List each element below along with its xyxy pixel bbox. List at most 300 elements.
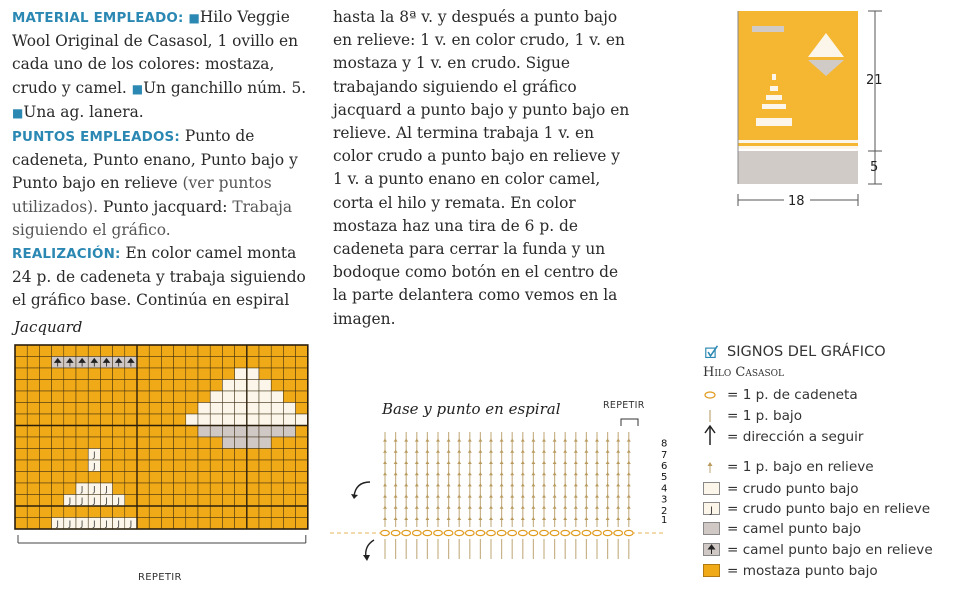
relief-stitch-mark: [510, 495, 514, 498]
relief-stitch-mark: [383, 506, 387, 509]
chain-stitch-mark: [550, 530, 559, 535]
jacquard-cell: [100, 368, 112, 380]
jacquard-cell: [283, 357, 295, 369]
jacquard-cell: [39, 368, 51, 380]
relief-stitch-mark: [404, 461, 408, 464]
jacquard-cell: [15, 380, 27, 392]
jacquard-cell: [113, 449, 125, 461]
jacquard-cell: [27, 449, 39, 461]
puntos-text: Punto de cadeneta, Punto enano, Punto bajo y Punto bajo en relieve: [12, 127, 298, 193]
jacquard-cell: [125, 380, 137, 392]
jacquard-cell: [186, 357, 198, 369]
jacquard-cell: [149, 357, 161, 369]
jacquard-cell: [174, 380, 186, 392]
jacquard-cell: [174, 357, 186, 369]
jacquard-cell: [198, 414, 210, 426]
relief-stitch-mark: [627, 472, 631, 475]
base-chart-title: Base y punto en espiral: [382, 400, 561, 418]
chain-stitch-mark: [572, 530, 581, 535]
relief-stitch-mark: [521, 461, 525, 464]
jacquard-cell: [259, 506, 271, 518]
jacquard-cell: [125, 426, 137, 438]
chain-stitch-mark: [603, 530, 612, 535]
chain-stitch-mark: [593, 530, 602, 535]
jacquard-cell: [27, 357, 39, 369]
relief-stitch-mark: [521, 472, 525, 475]
relief-stitch-mark: [595, 461, 599, 464]
relief-stitch-mark: [553, 450, 557, 453]
jacquard-cell: [100, 391, 112, 403]
jacquard-cell: [271, 345, 283, 357]
jacquard-cell: [186, 518, 198, 530]
relief-stitch-mark: [436, 461, 440, 464]
relief-stitch-mark: [606, 450, 610, 453]
jacquard-cell: [137, 449, 149, 461]
chain-stitch-mark: [508, 530, 517, 535]
instructions-continued-text: hasta la 8ª v. y después a punto bajo en relieve: 1 v. en color crudo, 1 v. en mostaza y 1 v. en crudo. Sigue trabajando siguiendo el gráfico jacquard a punto bajo y punto bajo en relieve. Al termina trabaja 1 v. en color crudo a punto bajo en relieve y 1 v. a punto enano en color camel, corta el hilo y remata. En color mostaza haz una tira de 6 p. de cadeneta para cerrar la funda y un bodoque como botón en el centro de la parte delantera como vemos en la imagen.: [333, 8, 630, 328]
jacquard-cell: [222, 460, 234, 472]
jacquard-cell: [149, 380, 161, 392]
relief-stitch-mark: [574, 495, 578, 498]
relief-symbol: J: [93, 462, 96, 471]
jacquard-cell: [125, 437, 137, 449]
jacquard-cell: [39, 414, 51, 426]
relief-stitch-mark: [447, 439, 451, 442]
jacquard-cell: [100, 437, 112, 449]
relief-stitch-mark: [553, 495, 557, 498]
relief-stitch-mark: [478, 461, 482, 464]
jacquard-cell: [198, 472, 210, 484]
jacquard-cell: [259, 414, 271, 426]
relief-stitch-mark: [531, 461, 535, 464]
jacquard-cell: [125, 483, 137, 495]
chain-stitch-mark: [434, 530, 443, 535]
relief-symbol: J: [105, 496, 108, 506]
jacquard-cell: [125, 460, 137, 472]
jacquard-cell: [161, 368, 173, 380]
relief-stitch-mark: [616, 517, 620, 520]
relief-stitch-mark: [563, 495, 567, 498]
relief-stitch-mark: [436, 483, 440, 486]
cream-relief-square-icon: [703, 502, 721, 516]
jacquard-cell: [149, 368, 161, 380]
relief-stitch-mark: [394, 461, 398, 464]
jacquard-cell: [296, 472, 308, 484]
relief-stitch-mark: [478, 450, 482, 453]
jacquard-cell: [161, 472, 173, 484]
relief-stitch-mark: [489, 483, 493, 486]
jacquard-cell: [100, 449, 112, 461]
relief-stitch-mark: [383, 495, 387, 498]
relief-stitch-mark: [606, 506, 610, 509]
jacquard-title: Jacquard: [14, 318, 83, 336]
jacquard-cell: [137, 483, 149, 495]
jacquard-cell: [186, 437, 198, 449]
relief-stitch-mark: [563, 472, 567, 475]
jacquard-cell: [137, 380, 149, 392]
legend-item-label: = camel punto bajo: [727, 521, 862, 537]
legend-title-row: [703, 342, 886, 362]
relief-stitch-mark: [436, 450, 440, 453]
jacquard-cell: [39, 345, 51, 357]
jacquard-cell: [283, 472, 295, 484]
jacquard-cell: [39, 472, 51, 484]
row-number: 7: [661, 449, 668, 461]
relief-stitch-mark: [415, 506, 419, 509]
jacquard-cell: [64, 437, 76, 449]
relief-stitch-mark: [468, 506, 472, 509]
chain-stitch-mark: [444, 530, 453, 535]
jacquard-cell: [88, 368, 100, 380]
jacquard-cell: [161, 518, 173, 530]
relief-stitch-mark: [521, 495, 525, 498]
relief-stitch-mark: [500, 483, 504, 486]
jacquard-cell: [64, 426, 76, 438]
relief-symbol: J: [93, 485, 96, 494]
jacquard-cell: [198, 357, 210, 369]
jacquard-cell: [125, 345, 137, 357]
jacquard-cell: [283, 380, 295, 392]
relief-stitch-mark: [542, 517, 546, 520]
legend-item-label: = crudo punto bajo: [727, 481, 859, 497]
jacquard-cell: [283, 414, 295, 426]
relief-stitch-mark: [595, 506, 599, 509]
relief-stitch-mark: [616, 483, 620, 486]
jacquard-cell: [247, 426, 259, 438]
jacquard-cell: [52, 414, 64, 426]
jacquard-cell: [198, 437, 210, 449]
single-crochet-bar-icon: [703, 409, 721, 423]
jacquard-cell: [235, 345, 247, 357]
jacquard-cell: [137, 460, 149, 472]
jacquard-cell: [52, 472, 64, 484]
jacquard-cell: [88, 391, 100, 403]
jacquard-cell: [271, 391, 283, 403]
jacquard-cell: [283, 518, 295, 530]
mustard-square-icon: [703, 564, 721, 578]
svg-text:J: J: [710, 506, 713, 516]
jacquard-cell: [210, 403, 222, 415]
jacquard-cell: [27, 495, 39, 507]
jacquard-cell: [235, 449, 247, 461]
relief-stitch-mark: [521, 439, 525, 442]
relief-stitch-mark: [531, 450, 535, 453]
jacquard-cell: [259, 368, 271, 380]
jacquard-cell: [64, 391, 76, 403]
jacquard-cell: [247, 472, 259, 484]
jacquard-cell: [259, 345, 271, 357]
jacquard-cell: [222, 391, 234, 403]
relief-stitch-mark: [457, 517, 461, 520]
instructions-column-1: [12, 6, 310, 313]
jacquard-cell: [39, 506, 51, 518]
jacquard-cell: [161, 483, 173, 495]
jacquard-cell: [271, 495, 283, 507]
jacquard-cell: [222, 368, 234, 380]
jacquard-cell: [137, 495, 149, 507]
jacquard-cell: [149, 391, 161, 403]
jacquard-cell: [283, 391, 295, 403]
jacquard-cell: [235, 483, 247, 495]
relief-stitch-mark: [542, 472, 546, 475]
jacquard-cell: [174, 345, 186, 357]
jacquard-cell: [259, 426, 271, 438]
relief-stitch-mark: [595, 483, 599, 486]
relief-symbol: J: [93, 450, 96, 460]
jacquard-cell: [271, 368, 283, 380]
relief-stitch-mark: [595, 495, 599, 498]
relief-stitch-mark: [510, 483, 514, 486]
relief-stitch-mark: [563, 450, 567, 453]
jacquard-cell: [161, 449, 173, 461]
jacquard-cell: [283, 403, 295, 415]
relief-symbol: J: [129, 519, 133, 529]
chain-stitch-mark: [402, 530, 411, 535]
relief-stitch-mark: [574, 472, 578, 475]
row-number: 8: [661, 438, 668, 450]
jacquard-cell: [149, 472, 161, 484]
jacquard-cell: [296, 518, 308, 530]
jacquard-cell: [210, 357, 222, 369]
jacquard-cell: [125, 506, 137, 518]
jacquard-cell: [247, 437, 259, 449]
relief-stitch-mark: [415, 517, 419, 520]
jacquard-cell: [259, 518, 271, 530]
jacquard-cell: [271, 357, 283, 369]
jacquard-cell: [210, 391, 222, 403]
relief-stitch-mark: [383, 450, 387, 453]
jacquard-cell: [27, 403, 39, 415]
jacquard-cell: [39, 426, 51, 438]
jacquard-cell: [235, 506, 247, 518]
relief-stitch-mark: [531, 483, 535, 486]
camel-square-icon: [703, 522, 721, 536]
jacquard-cell: [283, 495, 295, 507]
jacquard-cell: [64, 414, 76, 426]
jacquard-cell: [174, 518, 186, 530]
jacquard-cell: [296, 380, 308, 392]
jacquard-cell: [88, 472, 100, 484]
jacquard-cell: [76, 449, 88, 461]
jacquard-cell: [174, 506, 186, 518]
relief-stitch-mark: [394, 472, 398, 475]
jacquard-cell: [235, 472, 247, 484]
relief-stitch-mark: [595, 472, 599, 475]
camel-relief-square-icon: [703, 543, 721, 557]
jacquard-cell: [64, 403, 76, 415]
jacquard-cell: [64, 368, 76, 380]
relief-stitch-icon: [703, 460, 721, 474]
jacquard-cell: [186, 368, 198, 380]
jacquard-cell: [161, 495, 173, 507]
jacquard-cell: [198, 368, 210, 380]
row-number: 3: [661, 494, 668, 506]
relief-stitch-mark: [595, 517, 599, 520]
jacquard-cell: [52, 460, 64, 472]
jacquard-cell: [15, 345, 27, 357]
jacquard-cell: [52, 368, 64, 380]
jacquard-cell: [52, 437, 64, 449]
jacquard-cell: [210, 483, 222, 495]
relief-stitch-mark: [425, 483, 429, 486]
jacquard-cell: [296, 437, 308, 449]
material-text: Una ag. lanera.: [23, 102, 144, 121]
jacquard-cell: [113, 506, 125, 518]
relief-stitch-mark: [500, 506, 504, 509]
jacquard-cell: [247, 506, 259, 518]
jacquard-cell: [15, 368, 27, 380]
jacquard-cell: [259, 460, 271, 472]
jacquard-cell: [271, 380, 283, 392]
jacquard-cell: [210, 345, 222, 357]
jacquard-cell: [76, 414, 88, 426]
jacquard-cell: [137, 414, 149, 426]
chain-stitch-mark: [561, 530, 570, 535]
relief-stitch-mark: [425, 472, 429, 475]
relief-stitch-mark: [584, 483, 588, 486]
relief-stitch-mark: [595, 439, 599, 442]
relief-stitch-mark: [425, 495, 429, 498]
relief-stitch-mark: [616, 472, 620, 475]
jacquard-cell: [174, 368, 186, 380]
relief-stitch-mark: [383, 461, 387, 464]
relief-stitch-mark: [457, 450, 461, 453]
jacquard-cell: [52, 403, 64, 415]
legend-item: [703, 406, 802, 426]
jacquard-cell: [88, 437, 100, 449]
relief-stitch-mark: [616, 461, 620, 464]
material-text: Hilo Veggie Wool Original de Casasol, 1 ovillo en cada uno de los colores: mostaza, crudo y camel.: [12, 8, 299, 97]
schematic-width-label: 18: [788, 194, 805, 209]
relief-stitch-mark: [468, 483, 472, 486]
jacquard-cell: [198, 460, 210, 472]
relief-stitch-mark: [489, 506, 493, 509]
jacquard-cell: [113, 368, 125, 380]
jacquard-cell: [259, 403, 271, 415]
relief-stitch-mark: [616, 495, 620, 498]
relief-stitch-mark: [574, 483, 578, 486]
jacquard-cell: [15, 472, 27, 484]
relief-stitch-mark: [553, 517, 557, 520]
relief-stitch-mark: [478, 506, 482, 509]
legend-item-label: = 1 p. de cadeneta: [727, 387, 858, 403]
jacquard-cell: [39, 449, 51, 461]
jacquard-cell: [174, 437, 186, 449]
jacquard-cell: [64, 380, 76, 392]
relief-stitch-mark: [404, 517, 408, 520]
jacquard-cell: [222, 483, 234, 495]
relief-stitch-mark: [478, 495, 482, 498]
legend-item-label: = crudo punto bajo en relieve: [727, 501, 931, 517]
jacquard-cell: [125, 472, 137, 484]
jacquard-cell: [113, 483, 125, 495]
relief-stitch-mark: [563, 461, 567, 464]
jacquard-cell: [64, 460, 76, 472]
legend-item: [703, 457, 874, 477]
jacquard-cell: [27, 506, 39, 518]
jacquard-cell: [149, 506, 161, 518]
jacquard-cell: [100, 414, 112, 426]
jacquard-cell: [210, 460, 222, 472]
jacquard-cell: [113, 403, 125, 415]
jacquard-cell: [235, 495, 247, 507]
schematic-base-label: 5: [870, 160, 879, 175]
jacquard-cell: [186, 391, 198, 403]
jacquard-cell: [161, 426, 173, 438]
relief-symbol: J: [117, 496, 120, 506]
jacquard-cell: [235, 391, 247, 403]
relief-stitch-mark: [606, 483, 610, 486]
jacquard-cell: [39, 518, 51, 530]
jacquard-cell: [149, 449, 161, 461]
jacquard-cell: [100, 460, 112, 472]
jacquard-cell: [210, 495, 222, 507]
row-number: 6: [661, 461, 668, 472]
relief-stitch-mark: [627, 461, 631, 464]
relief-stitch-mark: [468, 472, 472, 475]
relief-stitch-mark: [447, 461, 451, 464]
relief-stitch-mark: [394, 495, 398, 498]
relief-stitch-mark: [457, 439, 461, 442]
bullet-square-icon: ■: [188, 11, 200, 25]
jacquard-cell: [235, 414, 247, 426]
relief-stitch-mark: [489, 517, 493, 520]
jacquard-cell: [210, 472, 222, 484]
jacquard-cell: [100, 472, 112, 484]
jacquard-cell: [161, 437, 173, 449]
jacquard-repeat-label: REPETIR: [138, 572, 182, 583]
jacquard-cell: [271, 472, 283, 484]
relief-stitch-mark: [457, 461, 461, 464]
jacquard-cell: [296, 449, 308, 461]
jacquard-cell: [149, 495, 161, 507]
relief-stitch-mark: [510, 517, 514, 520]
legend-item-label: = 1 p. bajo: [727, 408, 803, 424]
legend-item-label: = dirección a seguir: [727, 429, 864, 445]
jacquard-cell: [15, 495, 27, 507]
jacquard-cell: [186, 426, 198, 438]
jacquard-cell: [296, 483, 308, 495]
jacquard-cell: [174, 483, 186, 495]
chain-stitch-mark: [487, 530, 496, 535]
jacquard-cell: [259, 449, 271, 461]
relief-symbol: J: [117, 519, 120, 529]
relief-stitch-mark: [468, 517, 472, 520]
relief-stitch-mark: [489, 495, 493, 498]
relief-stitch-mark: [574, 517, 578, 520]
jacquard-cell: [88, 345, 100, 357]
relief-stitch-mark: [584, 517, 588, 520]
relief-stitch-mark: [394, 517, 398, 520]
jacquard-cell: [52, 483, 64, 495]
jacquard-cell: [100, 380, 112, 392]
jacquard-cell: [271, 437, 283, 449]
jacquard-cell: [27, 368, 39, 380]
relief-stitch-mark: [447, 506, 451, 509]
jacquard-cell: [271, 506, 283, 518]
relief-symbol: J: [56, 519, 59, 529]
jacquard-cell: [15, 437, 27, 449]
relief-stitch-mark: [616, 439, 620, 442]
legend-item: [703, 479, 859, 499]
relief-stitch-mark: [468, 495, 472, 498]
jacquard-cell: [296, 495, 308, 507]
jacquard-cell: [210, 437, 222, 449]
relief-stitch-mark: [584, 450, 588, 453]
relief-stitch-mark: [404, 439, 408, 442]
relief-stitch-mark: [627, 483, 631, 486]
relief-stitch-mark: [531, 517, 535, 520]
